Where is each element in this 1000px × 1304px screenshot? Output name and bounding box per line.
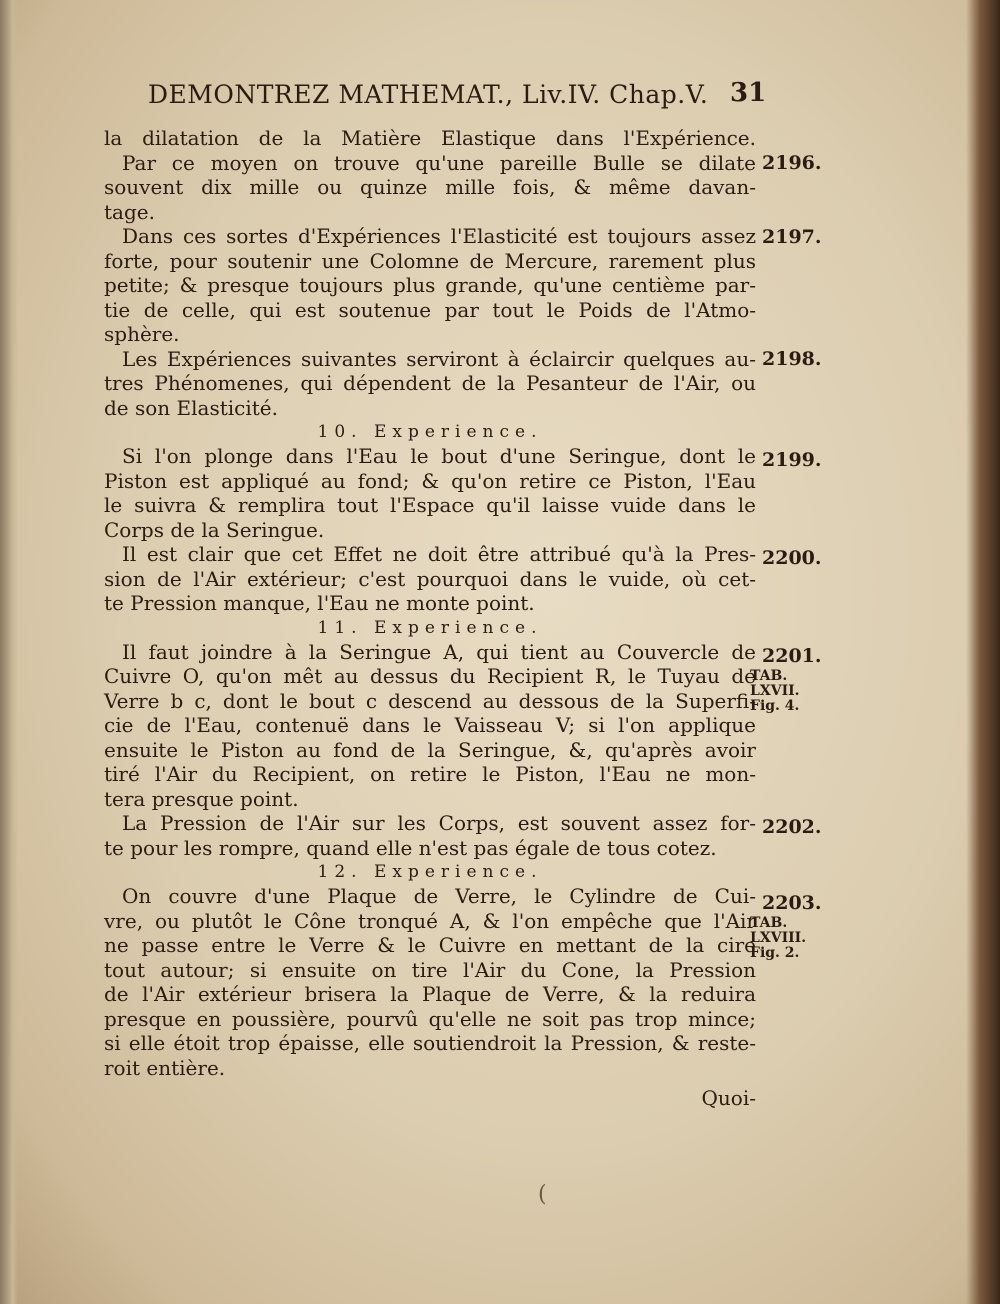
- body-line: Par ce moyen on trouve qu'une pareille Bulle se dilate: [122, 150, 756, 175]
- body-line: Piston est appliqué au fond; & qu'on retire ce Piston, l'Eau: [104, 468, 756, 493]
- figure-number: Fig. 2.: [750, 945, 800, 961]
- body-line: la dilatation de la Matière Elastique dans l'Expérience.: [104, 126, 756, 150]
- body-line: roit entière.: [104, 1055, 226, 1080]
- plate-reference: [750, 669, 800, 714]
- body-line: tiré l'Air du Recipient, on retire le Piston, l'Eau ne mon-: [104, 762, 756, 786]
- body-line: de l'Air extérieur brisera la Plaque de Verre, & la reduira: [104, 982, 756, 1006]
- paragraph-number: 2201.: [762, 645, 822, 667]
- paragraph-number: 2203.: [762, 892, 822, 914]
- paragraph-number: 2196.: [762, 152, 822, 174]
- body-line: te Pression manque, l'Eau ne monte point.: [104, 591, 535, 615]
- plate-number: LXVIII.: [750, 930, 807, 946]
- body-text: [104, 126, 756, 1112]
- paragraph-number: 2202.: [762, 816, 822, 838]
- body-line: petite; & presque toujours plus grande, qu'une centième par-: [104, 273, 756, 297]
- paragraph-number: 2198.: [762, 348, 822, 370]
- body-line: Verre b c, dont le bout c descend au dessous de la Superfi-: [104, 688, 756, 713]
- body-line: le suivra & remplira tout l'Espace qu'il laisse vuide dans le: [104, 493, 756, 517]
- figure-number: Fig. 4.: [750, 698, 800, 714]
- running-head: DEMONTREZ MATHEMAT., Liv.IV. Chap.V.: [148, 80, 709, 109]
- body-line: ensuite le Piston au fond de la Seringue, &, qu'après avoir: [104, 737, 756, 762]
- page-number: 31: [730, 78, 767, 108]
- body-line: vre, ou plutôt le Cône tronqué A, & l'on empêche que l'Air: [104, 908, 756, 933]
- body-line: On couvre d'une Plaque de Verre, le Cylindre de Cui-: [122, 884, 756, 908]
- body-line: sion de l'Air extérieur; c'est pourquoi dans le vuide, où cet-: [104, 566, 756, 591]
- body-line: te pour les rompre, quand elle n'est pas égale de tous cotez.: [104, 835, 717, 860]
- body-line: sphère.: [104, 322, 180, 346]
- body-line: Si l'on plonge dans l'Eau le bout d'une Seringue, dont le: [122, 444, 756, 468]
- experience-heading: 12. Experience.: [317, 862, 543, 882]
- body-line: souvent dix mille ou quinze mille fois, & même davan-: [104, 175, 756, 199]
- body-line: tout autour; si ensuite on tire l'Air du Cone, la Pression: [104, 957, 756, 982]
- paragraph-number: 2197.: [762, 226, 822, 248]
- plate-tab-label: TAB.: [750, 915, 788, 931]
- body-line: Les Expériences suivantes serviront à éclaircir quelques au-: [122, 346, 756, 371]
- body-line: tera presque point.: [104, 786, 299, 811]
- body-line: cie de l'Eau, contenuë dans le Vaisseau V; si l'on applique: [104, 713, 756, 737]
- body-line: ne passe entre le Verre & le Cuivre en mettant de la cire: [104, 933, 756, 957]
- plate-number: LXVII.: [750, 683, 800, 699]
- body-line: presque en poussière, pourvû qu'elle ne soit pas trop mince;: [104, 1006, 756, 1031]
- catchword: Quoi-: [701, 1086, 756, 1110]
- body-line: La Pression de l'Air sur les Corps, est souvent assez for-: [122, 811, 756, 835]
- body-line: Corps de la Seringue.: [104, 517, 325, 542]
- experience-heading: 11. Experience.: [317, 617, 543, 638]
- body-line: Il est clair que cet Effet ne doit être attribué qu'à la Pres-: [122, 542, 756, 566]
- plate-tab-label: TAB.: [750, 668, 788, 684]
- body-line: Il faut joindre à la Seringue A, qui tient au Couvercle de: [122, 639, 756, 664]
- body-line: de son Elasticité.: [104, 395, 278, 420]
- body-line: tie de celle, qui est soutenue par tout le Poids de l'Atmo-: [104, 297, 756, 322]
- ink-mark: (: [538, 1182, 547, 1207]
- experience-heading: 10. Experience.: [317, 422, 543, 442]
- body-line: Cuivre O, qu'on mêt au dessus du Recipient R, le Tuyau de: [104, 664, 756, 688]
- body-line: tres Phénomenes, qui dépendent de la Pesanteur de l'Air, ou: [104, 371, 756, 395]
- body-line: tage.: [104, 199, 155, 224]
- paragraph-number: 2199.: [762, 449, 822, 471]
- paragraph-number: 2200.: [762, 547, 822, 569]
- plate-reference: [750, 916, 806, 961]
- body-line: Dans ces sortes d'Expériences l'Elasticité est toujours assez: [122, 224, 756, 248]
- body-line: forte, pour soutenir une Colomne de Mercure, rarement plus: [104, 248, 756, 273]
- body-line: si elle étoit trop épaisse, elle soutiendroit la Pression, & reste-: [104, 1031, 756, 1055]
